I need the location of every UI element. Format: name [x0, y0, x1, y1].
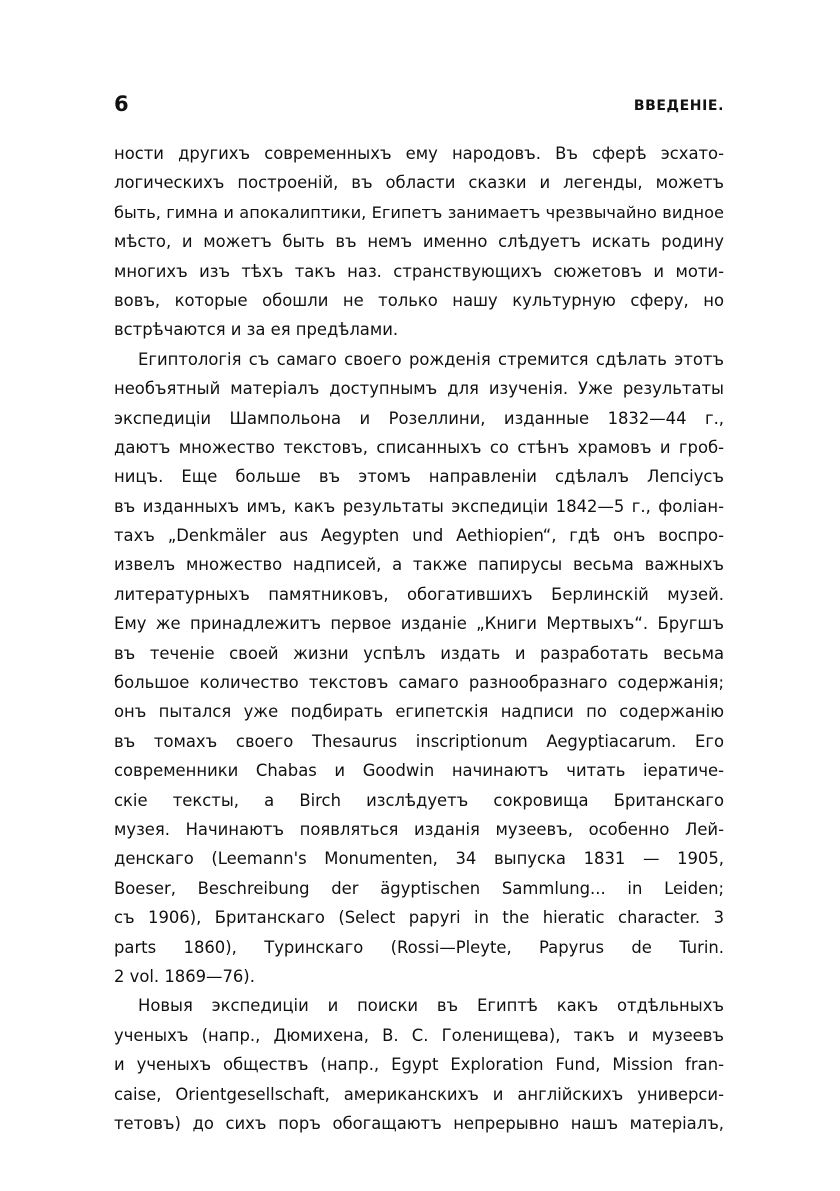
running-head — [114, 92, 724, 116]
text-line: Boeser, Beschreibung der ägyptischen Sammlung... in Leiden; — [114, 878, 724, 898]
paragraph-3 — [114, 991, 724, 1138]
paragraph-1 — [114, 139, 724, 345]
text-line: Новыя экспедиціи и поиски въ Египтѣ какъ отдѣльныхъ — [138, 996, 724, 1016]
text-line: въ изданныхъ имъ, какъ результаты экспедиціи 1842—5 г., фоліан- — [114, 496, 724, 516]
text-line: встрѣчаются и за ея предѣлами. — [114, 320, 399, 340]
text-line: ности другихъ современныхъ ему народовъ. Въ сферѣ эсхато- — [114, 144, 724, 163]
text-line: экспедиціи Шампольона и Розеллини, изданные 1832—44 г., — [114, 408, 724, 428]
paragraph-2 — [114, 345, 724, 992]
text-line: извелъ множество надписей, а также папирусы весьма важныхъ — [114, 555, 724, 575]
text-line: parts 1860), Туринскаго (Rossi—Pleyte, Papyrus de Turin. — [114, 937, 724, 957]
text-line: Ему же принадлежитъ первое изданіе „Книги Мертвыхъ“. Бругшъ — [114, 614, 724, 634]
page-number: 6 — [114, 92, 129, 116]
text-line: онъ пытался уже подбирать египетскія надписи по содержанію — [114, 702, 724, 722]
text-line: необъятный матеріалъ доступнымъ для изученія. Уже результаты — [114, 379, 724, 399]
text-line: съ 1906), Британскаго (Select papyri in the hieratic character. 3 — [114, 908, 724, 928]
text-line: литературныхъ памятниковъ, обогатившихъ Берлинскій музей. — [114, 584, 724, 604]
text-line: скіе тексты, а Birch изслѣдуетъ сокровища Британскаго — [114, 790, 724, 810]
text-line: въ теченіе своей жизни успѣлъ издать и разработать весьма — [114, 643, 724, 663]
text-line: многихъ изъ тѣхъ такъ наз. странствующихъ сюжетовъ и моти- — [114, 261, 724, 281]
text-line: быть, гимна и апокалиптики, Египетъ занимаетъ чрезвычайно видное — [114, 202, 724, 222]
text-line: въ томахъ своего Thesaurus inscriptionum Aegyptiacarum. Его — [114, 731, 724, 751]
text-line: современники Chabas и Goodwin начинаютъ читать іератиче- — [114, 761, 724, 781]
text-line: даютъ множество текстовъ, списанныхъ со стѣнъ храмовъ и гроб- — [114, 437, 724, 457]
text-line: ницъ. Еще больше въ этомъ направленіи сдѣлалъ Лепсіусъ — [114, 467, 724, 487]
text-line: 2 vol. 1869—76). — [114, 966, 255, 986]
text-line: тахъ „Denkmäler aus Aegypten und Aethiopien“, гдѣ онъ воспро- — [114, 526, 724, 546]
text-line: музея. Начинаютъ появляться изданія музеевъ, особенно Лей- — [114, 819, 724, 839]
text-line: ученыхъ (напр., Дюмихена, В. С. Голенищева), такъ и музеевъ — [114, 1025, 724, 1045]
text-line: большое количество текстовъ самаго разнообразнаго содержанія; — [114, 673, 724, 693]
text-line: Египтологія съ самаго своего рожденія стремится сдѣлать этотъ — [138, 349, 724, 369]
text-line: тетовъ) до сихъ поръ обогащаютъ непрерывно нашъ матеріалъ, — [114, 1113, 724, 1133]
text-line: caise, Orientgesellschaft, американскихъ и англійскихъ универси- — [114, 1084, 724, 1104]
body-text — [114, 139, 724, 1138]
section-title: ВВЕДЕНІЕ. — [633, 98, 724, 114]
text-line: логическихъ построеній, въ области сказки и легенды, можетъ — [114, 173, 724, 193]
text-line: мѣсто, и можетъ быть въ немъ именно слѣдуетъ искать родину — [114, 232, 724, 252]
text-line: вовъ, которые обошли не только нашу культурную сферу, но — [114, 290, 724, 310]
text-line: и ученыхъ обществъ (напр., Egypt Exploration Fund, Mission fran- — [114, 1055, 724, 1075]
text-line: денскаго (Leemann's Monumenten, 34 выпуска 1831 — 1905, — [114, 849, 724, 869]
